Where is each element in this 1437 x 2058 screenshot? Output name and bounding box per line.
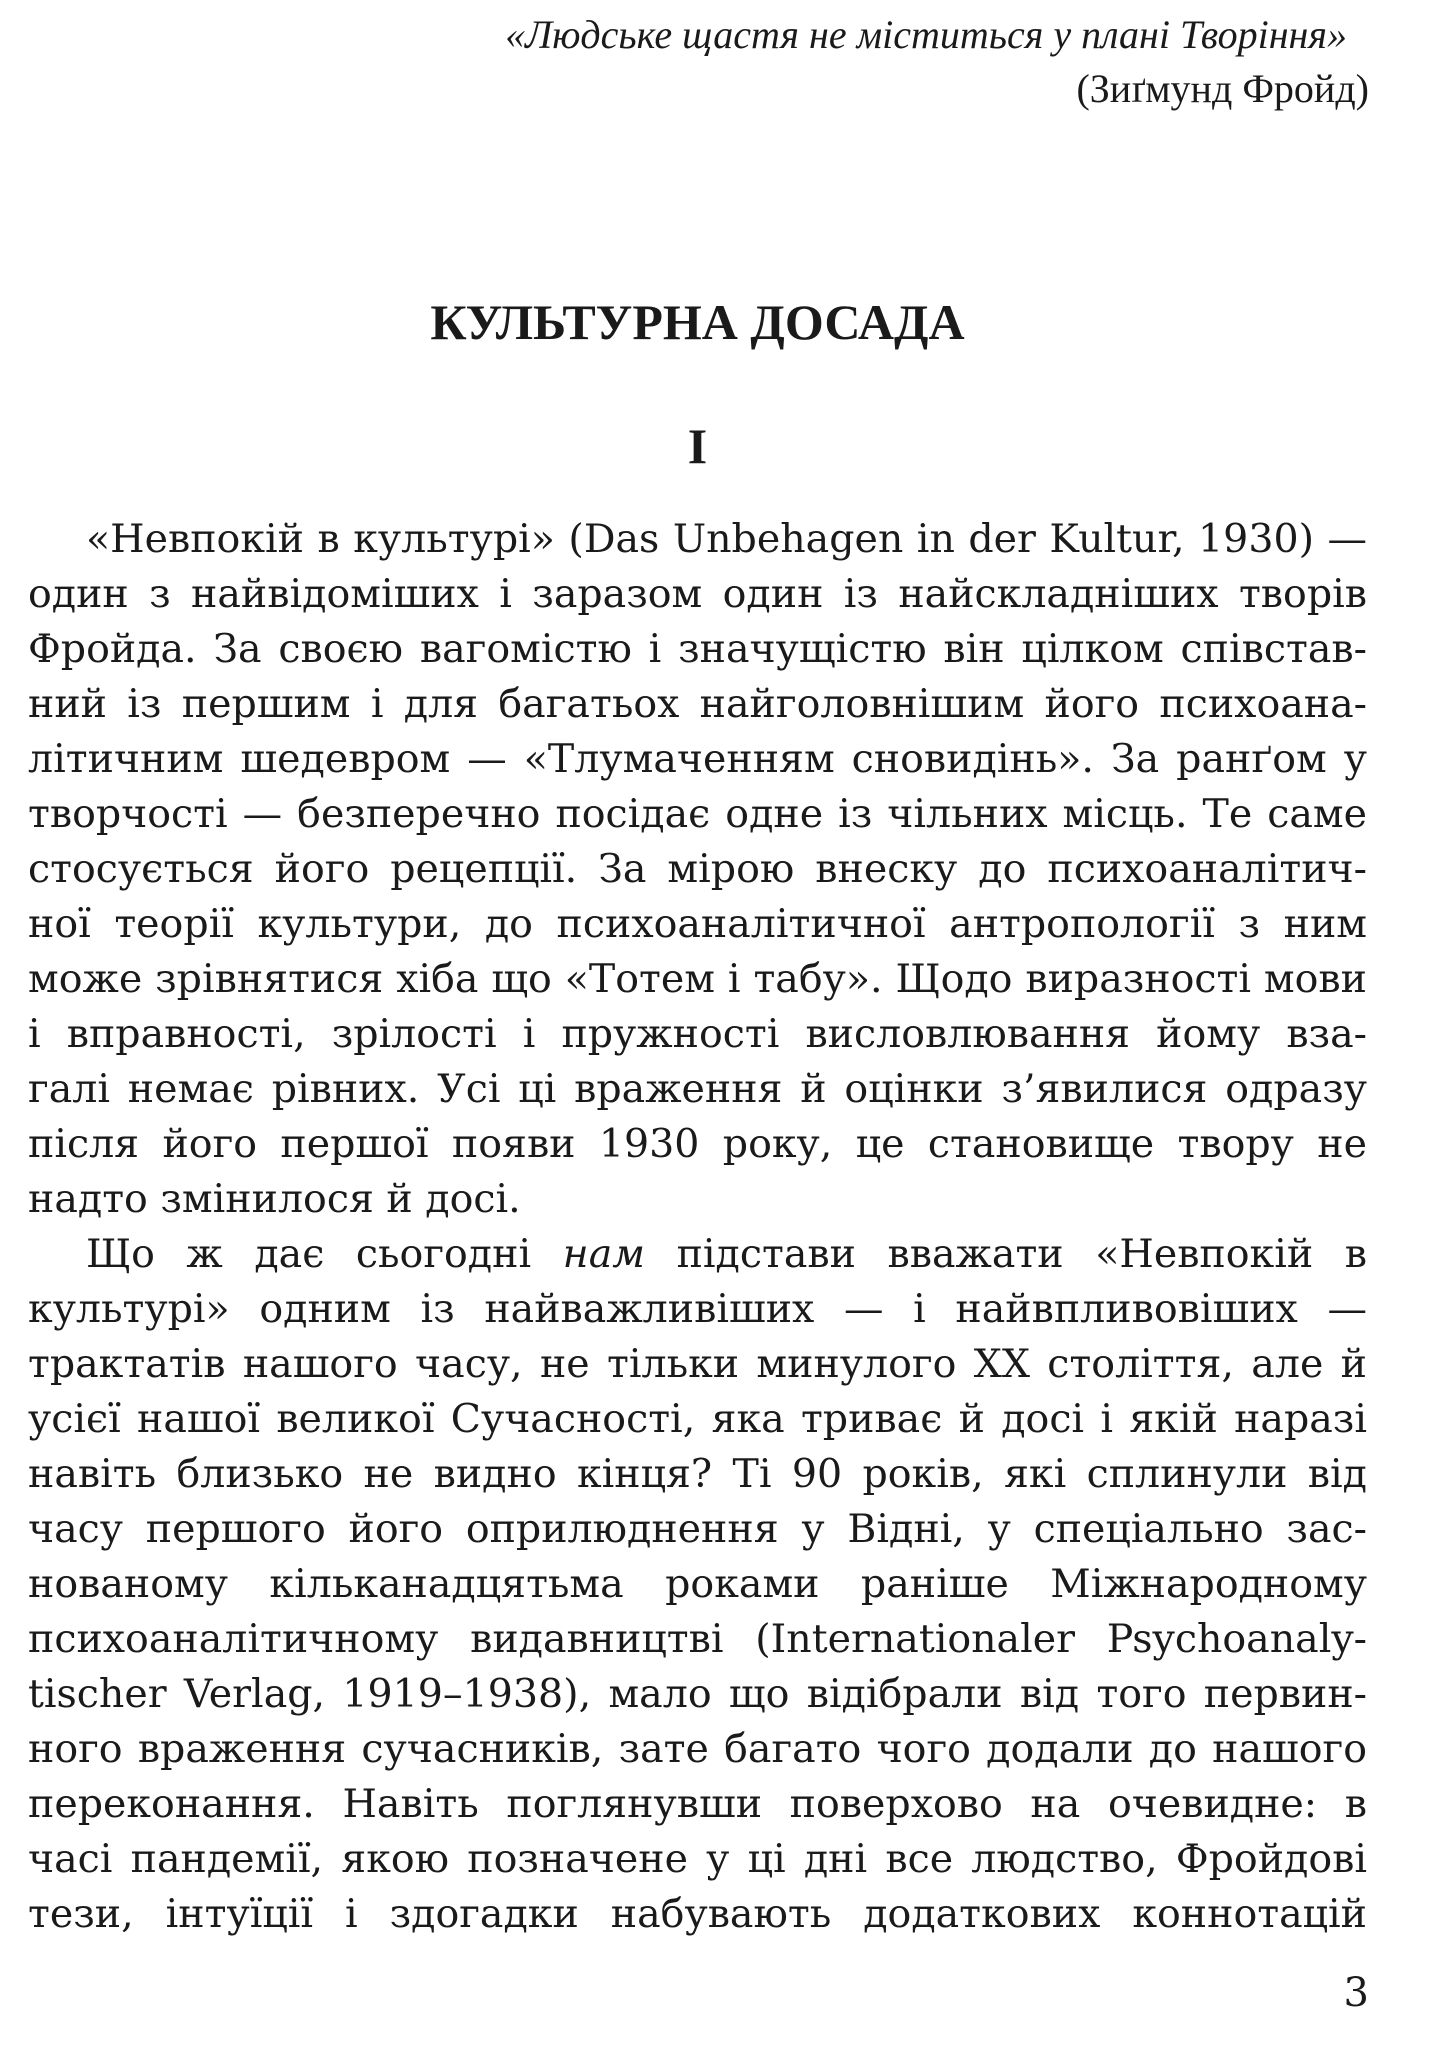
text-line: ного враження сучасників, зате багато чого додали до нашого <box>28 1726 1367 1772</box>
text-line-first <box>28 1227 1367 1282</box>
epigraph-author: (Зиґмунд Фройд) <box>1076 66 1369 111</box>
text-line: трактатів нашого часу, не тільки минулого ХХ століття, але й <box>28 1341 1367 1387</box>
text-line: стосується його рецепції. За мірою внеску до психоаналітич- <box>28 846 1367 892</box>
text-line: Фройда. За своєю вагомістю і значущістю він цілком співстав- <box>28 626 1367 672</box>
text-line: надто змінилося й досі. <box>28 1176 521 1222</box>
text-line: нованому кільканадцятьма роками раніше Міжнародному <box>28 1561 1367 1607</box>
text-line: культурі» одним із найважливіших — і найвпливовіших — <box>28 1286 1367 1332</box>
text-line: після його першої появи 1930 року, це становище твору не <box>28 1121 1367 1167</box>
text-line: літичним шедевром — «Тлумаченням сновидінь». За ранґом у <box>28 736 1367 782</box>
text-line: tischer Verlag, 1919–1938), мало що відібрали від того первин- <box>28 1671 1367 1717</box>
text-line: галі немає рівних. Усі ці враження й оцінки з’явилися одразу <box>28 1066 1367 1112</box>
emphasis-text: нам <box>562 1231 645 1277</box>
text-line: переконання. Навіть поглянувши поверхово на очевидне: в <box>28 1781 1367 1827</box>
text-line: творчості — безперечно посідає одне із чільних місць. Те саме <box>28 791 1367 837</box>
paragraph-2 <box>28 1227 1367 1942</box>
body-text <box>28 512 1367 1942</box>
text-line: ної теорії культури, до психоаналітичної антропології з ним <box>28 901 1367 947</box>
text-line: психоаналітичному видавництві (Internationaler Psychoanaly- <box>28 1616 1367 1662</box>
text-line: «Невпокій в культурі» (Das Unbehagen in der Kultur, 1930) — <box>86 516 1367 562</box>
text-line: часі пандемії, якою позначене у ці дні все людство, Фройдові <box>28 1836 1367 1882</box>
text-line: навіть близько не видно кінця? Ті 90 років, які сплинули від <box>28 1451 1367 1497</box>
text-line: може зрівнятися хіба що «Тотем і табу». Щодо виразності мови <box>28 956 1367 1002</box>
chapter-title: КУЛЬТУРНА ДОСАДА <box>430 294 965 350</box>
text-line: усієї нашої великої Сучасності, яка триває й досі і якій наразі <box>28 1396 1367 1442</box>
text-line: один з найвідоміших і заразом один із найскладніших творів <box>28 571 1367 617</box>
epigraph <box>369 8 1369 116</box>
text-line: тези, інтуїції і здогадки набувають додаткових коннотацій <box>28 1891 1367 1937</box>
section-numeral: I <box>687 418 708 474</box>
text-line: ний із першим і для багатьох найголовнішим його психоана- <box>28 681 1367 727</box>
text-run: підстави вважати «Невпокій в <box>645 1231 1367 1277</box>
page-number: 3 <box>1343 1970 1369 2016</box>
epigraph-quote: «Людське щастя не міститься у плані Творіння» <box>505 12 1347 57</box>
text-run: Що ж дає сьогодні <box>86 1231 563 1277</box>
text-line: часу першого його оприлюднення у Відні, у спеціально зас- <box>28 1506 1367 1552</box>
text-line: і вправності, зрілості і пружності висловлювання йому вза- <box>28 1011 1367 1057</box>
paragraph-1 <box>28 512 1367 1227</box>
